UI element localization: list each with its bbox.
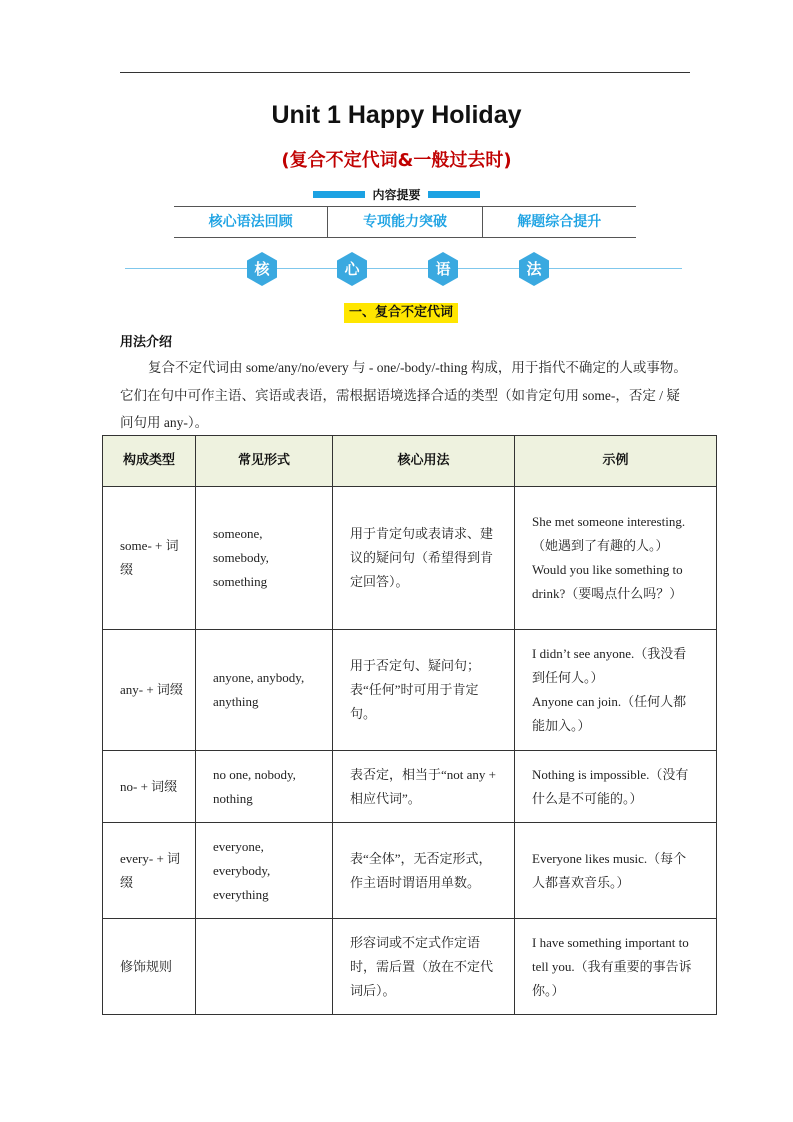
table-row xyxy=(103,630,717,751)
cell-examples xyxy=(515,751,717,823)
example-sentence: Would you like something to drink?（要喝点什么吗？） xyxy=(532,562,683,601)
top-rule xyxy=(120,72,690,73)
intro-paragraph: 复合不定代词由 some/any/no/every 与 - one/-body/-thing 构成，用于指代不确定的人或事物。它们在句中可作主语、宾语或表语，需根据语境选择合适的类型（如肯定句用 some-，否定 / 疑问句用 any-）。 xyxy=(120,360,687,430)
hex-badge-he xyxy=(244,251,280,287)
form-line: anyone, anybody, xyxy=(213,670,305,685)
cell-type: some- + 词缀 xyxy=(103,487,196,630)
example-sentence: I have something important to tell you.（我有重要的事告诉你。） xyxy=(532,934,692,998)
cell-forms xyxy=(196,823,333,919)
col-header-usage: 核心用法 xyxy=(333,436,515,487)
table-row xyxy=(103,919,717,1015)
page-subtitle: (复合不定代词&一般过去时) xyxy=(281,150,512,171)
cell-forms xyxy=(196,751,333,823)
example-sentence: Nothing is impossible.（没有什么是不可能的。） xyxy=(532,766,689,806)
col-header-examples: 示例 xyxy=(515,436,717,487)
example-sentence: Everyone likes music.（每个人都喜欢音乐。） xyxy=(532,850,687,890)
grammar-table xyxy=(102,435,717,1015)
form-line: everything xyxy=(213,886,269,902)
summary-label: 内容提要 xyxy=(372,187,421,202)
usage-heading: 用法介绍 xyxy=(120,335,173,350)
cell-usage: 用于肯定句或表请求、建议的疑问句（希望得到肯定回答）。 xyxy=(333,487,515,630)
hex-badge-fa xyxy=(516,251,552,287)
table-row xyxy=(103,487,717,630)
cell-forms xyxy=(196,630,333,751)
form-line: nothing xyxy=(213,790,253,806)
cell-usage: 表否定，相当于“not any + 相应代词”。 xyxy=(333,751,515,823)
cell-usage: 形容词或不定式作定语时，需后置（放在不定代词后）。 xyxy=(333,919,515,1015)
content-nav xyxy=(174,206,636,238)
summary-bar-right xyxy=(428,191,480,198)
nav-skill-breakthrough: 专项能力突破 xyxy=(327,207,481,237)
form-line: somebody, xyxy=(213,550,269,565)
table-row xyxy=(103,823,717,919)
form-line: no one, nobody, xyxy=(213,766,296,782)
form-line: everyone, xyxy=(213,838,264,854)
table-header-row xyxy=(103,436,717,487)
example-sentence: She met someone interesting.（她遇到了有趣的人。） xyxy=(532,514,686,553)
col-header-type: 构成类型 xyxy=(103,436,196,487)
hex-badge-text: 语 xyxy=(435,260,451,278)
nav-core-grammar: 核心语法回顾 xyxy=(208,214,293,230)
summary-bar-left xyxy=(313,191,365,198)
badge-line xyxy=(125,268,682,269)
hex-badge-text: 核 xyxy=(254,260,270,278)
cell-usage: 表“全体”，无否定形式，作主语时谓语用单数。 xyxy=(333,823,515,919)
form-line: everybody, xyxy=(213,862,271,878)
section-heading: 一、复合不定代词 xyxy=(344,303,458,323)
cell-forms xyxy=(196,919,333,1015)
cell-examples xyxy=(515,919,717,1015)
page-title: Unit 1 Happy Holiday xyxy=(271,101,522,129)
cell-examples xyxy=(515,630,717,751)
hex-badge-yu xyxy=(425,251,461,287)
col-header-forms: 常见形式 xyxy=(196,436,333,487)
cell-type: every- + 词缀 xyxy=(103,823,196,919)
cell-type: 修饰规则 xyxy=(103,919,196,1015)
example-sentence: I didn’t see anyone.（我没看到任何人。） xyxy=(532,646,687,685)
example-sentence: Anyone can join.（任何人都能加入。） xyxy=(532,694,687,733)
table-row xyxy=(103,751,717,823)
hex-badge-text: 心 xyxy=(344,260,360,278)
hex-badge-text: 法 xyxy=(526,260,542,278)
cell-type: any- + 词缀 xyxy=(103,630,196,751)
form-line: something xyxy=(213,574,268,589)
cell-usage: 用于否定句、疑问句；表“任何”时可用于肯定句。 xyxy=(333,630,515,751)
hex-badge-xin xyxy=(334,251,370,287)
cell-type: no- + 词缀 xyxy=(103,751,196,823)
summary-banner xyxy=(0,185,793,203)
nav-comprehensive: 解题综合提升 xyxy=(482,207,636,237)
form-line: anything xyxy=(213,694,259,709)
cell-examples xyxy=(515,823,717,919)
cell-forms xyxy=(196,487,333,630)
form-line: someone, xyxy=(213,526,263,541)
cell-examples xyxy=(515,487,717,630)
